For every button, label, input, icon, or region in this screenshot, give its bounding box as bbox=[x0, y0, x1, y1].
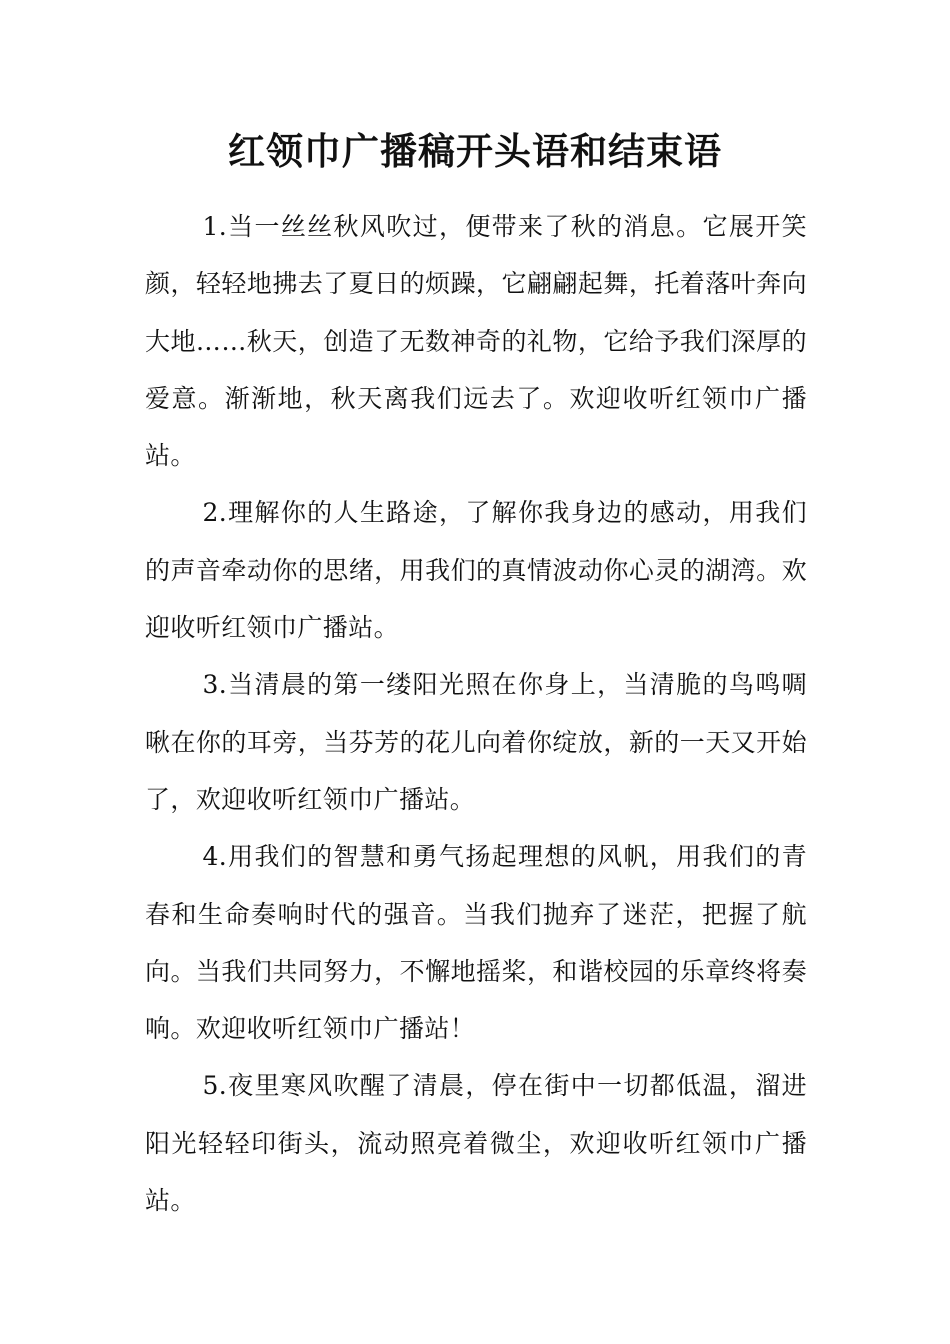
paragraph-3: 3.当清晨的第一缕阳光照在你身上，当清脆的鸟鸣啁啾在你的耳旁，当芬芳的花儿向着你绽放，新的一天又开始了，欢迎收听红领巾广播站。 bbox=[145, 670, 807, 814]
paragraph-1: 1.当一丝丝秋风吹过，便带来了秋的消息。它展开笑颜，轻轻地拂去了夏日的烦躁，它翩翩起舞，托着落叶奔向大地……秋天，创造了无数神奇的礼物，它给予我们深厚的爱意。渐渐地，秋天离我们远去了。欢迎收听红领巾广播站。 bbox=[145, 212, 807, 471]
document-body bbox=[145, 198, 807, 1229]
paragraph-2: 2.理解你的人生路途，了解你我身边的感动，用我们的声音牵动你的思绪，用我们的真情波动你心灵的湖湾。欢迎收听红领巾广播站。 bbox=[145, 498, 807, 643]
paragraph-5: 5.夜里寒风吹醒了清晨，停在街中一切都低温，溜进阳光轻轻印街头，流动照亮着微尘，欢迎收听红领巾广播站。 bbox=[145, 1071, 807, 1216]
paragraph-4: 4.用我们的智慧和勇气扬起理想的风帆，用我们的青春和生命奏响时代的强音。当我们抛弃了迷茫，把握了航向。当我们共同努力，不懈地摇桨，和谐校园的乐章终将奏响。欢迎收听红领巾广播站！ bbox=[145, 842, 807, 1044]
document-title: 红领巾广播稿开头语和结束语 bbox=[228, 130, 722, 173]
